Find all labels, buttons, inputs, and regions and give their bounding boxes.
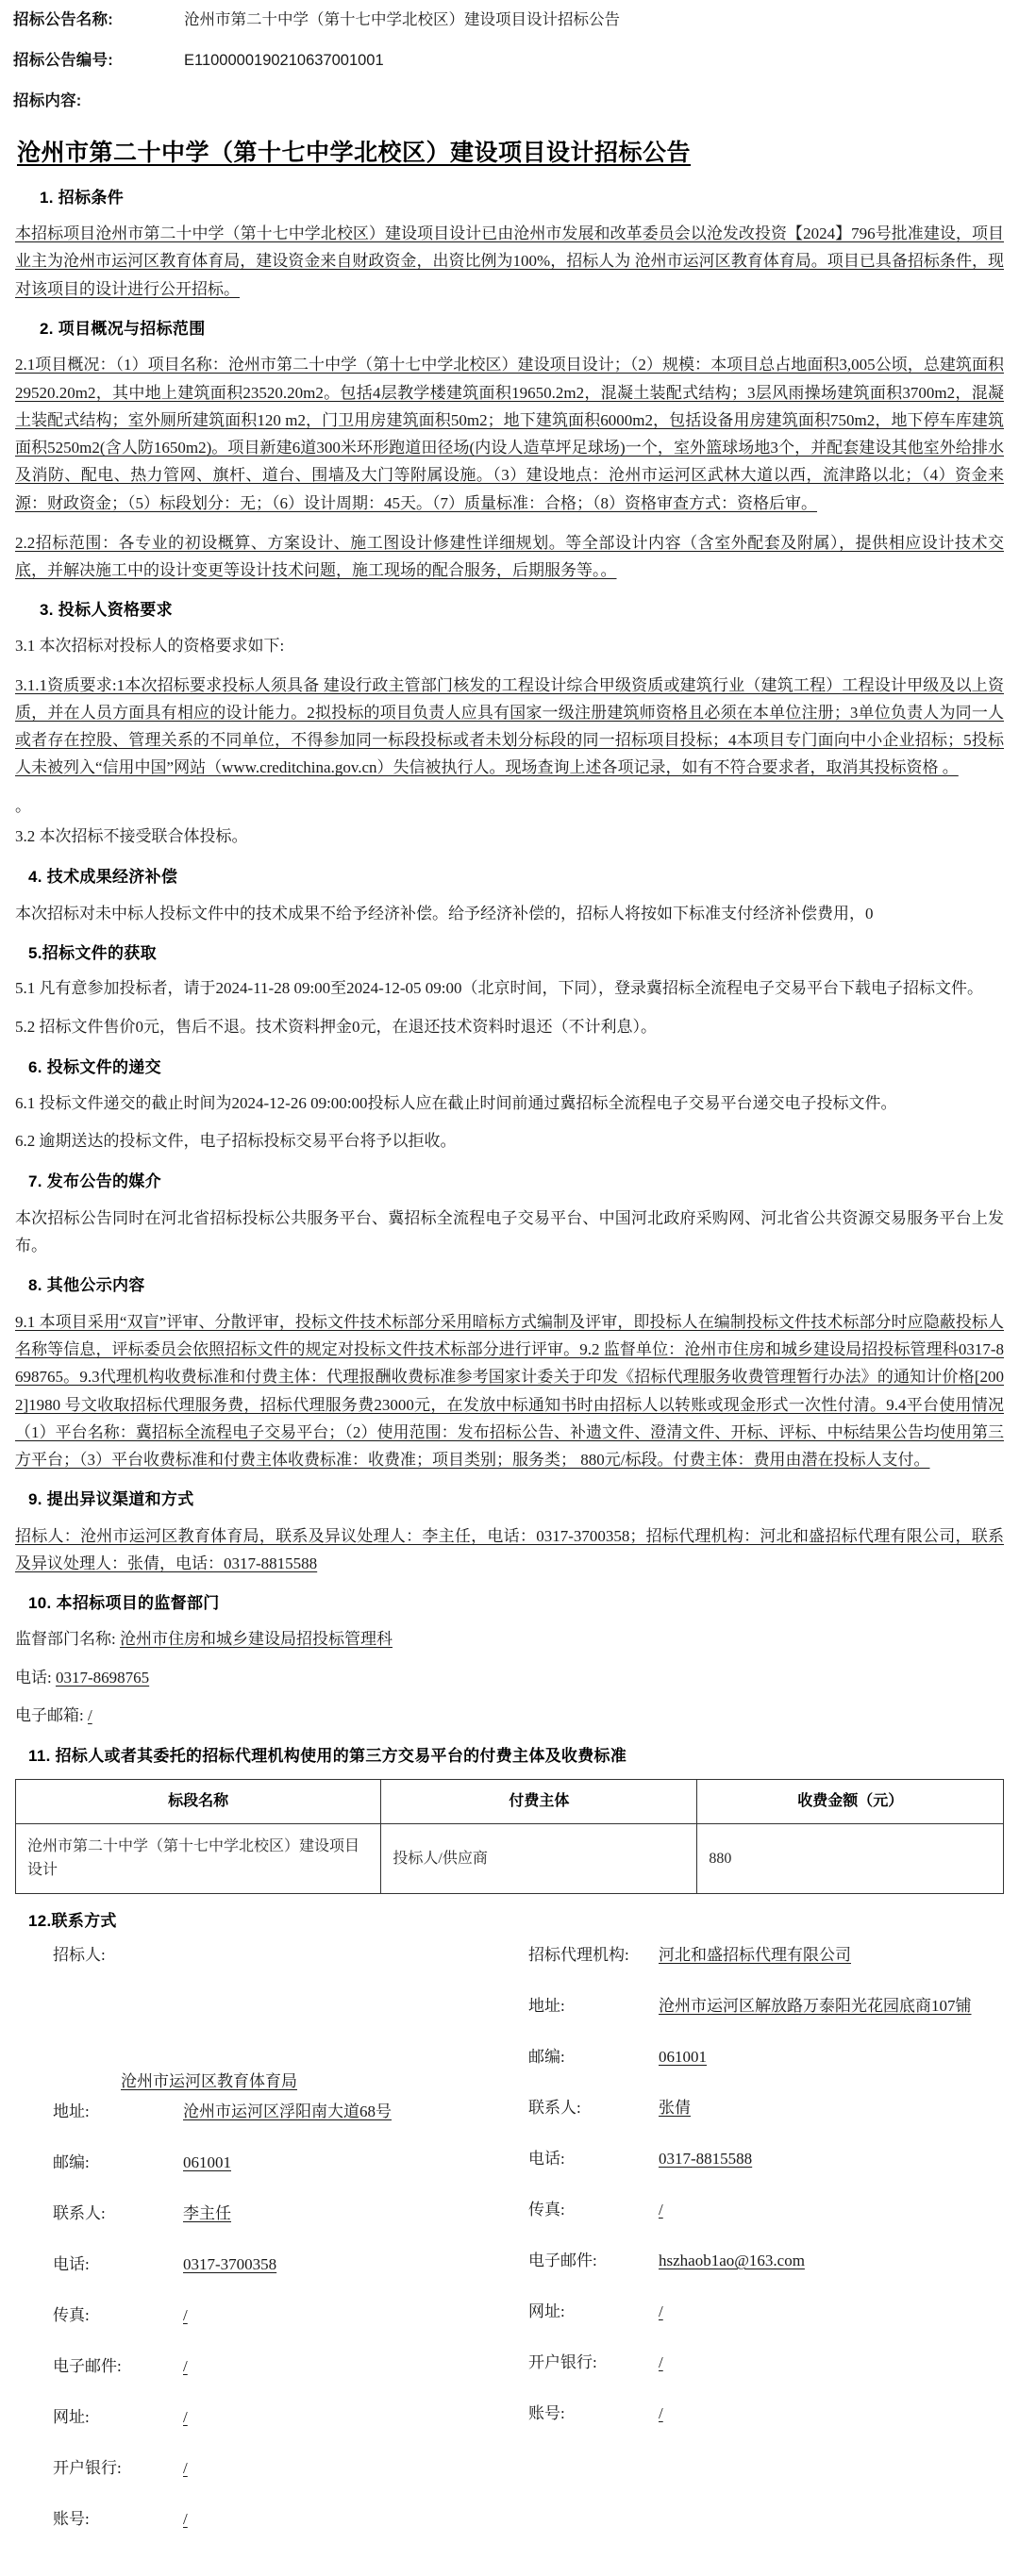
contact-row [53,2406,528,2450]
contact-label: 账号: [528,2403,565,2422]
section-heading-4: 4. 技术成果经济补偿 [28,868,178,887]
contact-row [528,2097,1004,2140]
section-9-paragraph: 招标人：沧州市运河区教育体育局，联系及异议处理人：李主任，电话：0317-3700358；招标代理机构：河北和盛招标代理有限公司，联系及异议处理人：张倩，电话：0317-8815588 [15,1526,1004,1572]
contact-row [53,2152,528,2195]
announcement-code-label: 招标公告编号: [13,51,113,69]
contact-row [53,2304,528,2348]
contact-column-tenderer [53,1944,528,2560]
contact-row [528,2250,1004,2293]
contact-value: 沧州市运河区浮阳南大道68号 [183,2102,392,2121]
section-6-paragraph-2: 6.2 逾期送达的投标文件，电子招标投标交易平台将予以拒收。 [15,1132,457,1151]
section-5-paragraph-2: 5.2 招标文件售价0元，售后不退。技术资料押金0元，在退还技术资料时退还（不计利息）。 [15,1018,657,1037]
contact-value: 061001 [659,2047,707,2066]
contact-label: 联系人: [528,2098,581,2117]
section-heading-6: 6. 投标文件的递交 [28,1058,161,1077]
contact-row [528,2402,1004,2446]
contact-value: 沧州市运河区教育体育局 [121,2071,297,2090]
section-heading-10: 10. 本招标项目的监督部门 [28,1594,220,1613]
contact-value: / [659,2200,663,2219]
contact-row [53,2355,528,2399]
section-heading-9: 9. 提出异议渠道和方式 [28,1490,194,1509]
section-heading-1: 1. 招标条件 [40,188,125,207]
section-1-paragraph: 本招标项目沧州市第二十中学（第十七中学北校区）建设项目设计已由沧州市发展和改革委员会以沧发改投资【2024】796号批准建设，项目业主为沧州市运河区教育体育局，建设资金来自财政资金，出资比例为100%，招标人为 沧州市运河区教育体育局。项目已具备招标条件，现对该项目的设计进行公开招标。 [15,224,1004,298]
contact-row [528,2301,1004,2344]
contact-label: 联系人: [53,2204,106,2223]
section-3-joint-bid: 3.2 本次招标不接受联合体投标。 [15,827,248,846]
fee-table-cell-payer: 投标人/供应商 [381,1823,697,1893]
section-3-qualification-tail: 。 [15,796,31,815]
contact-row [53,2101,528,2144]
section-4-paragraph: 本次招标对未中标人投标文件中的技术成果不给予经济补偿。给予经济补偿的，招标人将按如下标准支付经济补偿费用，0 [15,904,874,922]
contact-value: / [183,2306,188,2325]
contact-value: 沧州市运河区解放路万泰阳光花园底商107铺 [659,1996,972,2015]
announcement-content-row [0,81,1019,122]
contact-info [15,1944,1004,2560]
contact-label: 开户银行: [53,2459,122,2478]
announcement-code-value: E1100000190210637001001 [184,51,384,69]
contact-label: 传真: [528,2200,565,2219]
section-heading-7: 7. 发布公告的媒介 [28,1172,161,1191]
supervision-phone-label: 电话: [15,1668,52,1687]
supervision-email-row [15,1703,1004,1730]
contact-label: 账号: [53,2510,90,2529]
contact-value: / [183,2357,188,2376]
section-2-overview-paragraph: 2.1项目概况：（1）项目名称：沧州市第二十中学（第十七中学北校区）建设项目设计；（2）规模：本项目总占地面积3,005公顷，总建筑面积29520.20m2，其中地上建筑面积23520.20m2。包括4层教学楼建筑面积19650.2m2，混凝土装配式结构；3层风雨操场建筑面积3700m2，混凝土装配式结构；室外厕所建筑面积120 m2，门卫用房建筑面积50m2；地下建筑面积6000m2，包括设备用房建筑面积750m2，地下停车库建筑面积5250m2(含人防1650m2)。项目新建6道300米环形跑道田径场(内设人造草坪足球场)一个，室外篮球场地3个，并配套建设其他室外给排水及消防、配电、热力管网、旗杆、道台、围墙及大门等附属设施。（3）建设地点：沧州市运河区武林大道以西，流津路以北；（4）资金来源：财政资金；（5）标段划分：无；（6）设计周期：45天。（7）质量标准：合格；（8）资格审查方式：资格后审。 [15,356,1005,512]
contact-value: / [183,2510,188,2529]
contact-row [53,2253,528,2297]
contact-row [53,1944,528,2094]
section-5-paragraph-1: 5.1 凡有意参加投标者，请于2024-11-28 09:00至2024-12-05 09:00（北京时间，下同），登录冀招标全流程电子交易平台下载电子招标文件。 [15,979,983,998]
section-heading-2: 2. 项目概况与招标范围 [40,319,206,338]
contact-row [528,2046,1004,2089]
contact-label: 电子邮件: [528,2251,597,2269]
contact-row [53,2508,528,2551]
contact-row [528,1995,1004,2038]
supervision-department-label: 监督部门名称: [15,1629,116,1648]
supervision-email-label: 电子邮箱: [15,1706,84,1725]
contact-row [528,1944,1004,1987]
announcement-name-value: 沧州市第二十中学（第十七中学北校区）建设项目设计招标公告 [184,11,620,28]
announcement-content-label: 招标内容: [13,91,82,109]
fee-table-cell-lot: 沧州市第二十中学（第十七中学北校区）建设项目设计 [16,1823,381,1893]
contact-row [528,2352,1004,2395]
contact-value: / [659,2352,663,2371]
contact-label: 开户银行: [528,2352,597,2371]
contact-label: 地址: [53,2102,90,2121]
section-heading-11: 11. 招标人或者其委托的招标代理机构使用的第三方交易平台的付费主体及收费标准 [28,1747,627,1766]
section-2-scope-paragraph: 2.2招标范围：各专业的初设概算、方案设计、施工图设计修建性详细规划。等全部设计内容（含室外配套及附属），提供相应设计技术交底，并解决施工中的设计变更等设计技术问题，施工现场的配合服务，后期服务等。。 [15,533,1004,580]
section-heading-8: 8. 其他公示内容 [28,1276,145,1295]
contact-row [528,2148,1004,2191]
contact-value: hszhaob1ao@163.com [659,2251,805,2269]
contact-value: / [659,2403,663,2422]
contact-value: / [183,2408,188,2427]
contact-row [53,2457,528,2501]
contact-value: 0317-8815588 [659,2149,753,2168]
section-8-paragraph: 9.1 本项目采用“双盲”评审、分散评审，投标文件技术标部分采用暗标方式编制及评审，即投标人在编制投标文件技术标部分时应隐蔽投标人名称等信息，评标委员会依照招标文件的规定对投标文件技术标部分进行评审。9.2 监督单位：沧州市住房和城乡建设局招投标管理科0317-8698765。9.3代理机构收费标准和付费主体：代理报酬收费标准参考国家计委关于印发《招标代理服务收费管理暂行办法》的通知计价格[2002]1980 号文收取招标代理服务费，招标代理服务费23000元，在发放中标通知书时由招标人以转账或现金形式一次性付清。9.4平台使用情况（1）平台名称：冀招标全流程电子交易平台；（2）使用范围：发布招标公告、补遗文件、澄清文件、开标、评标、中标结果公告均使用第三方平台；（3）平台收费标准和付费主体收费标准：收费准；项目类别；服务类； 880元/标段。付费主体：费用由潜在投标人支付。 [15,1312,1004,1469]
contact-label: 电话: [528,2149,565,2168]
fee-table [15,1779,1004,1894]
contact-value: 张倩 [659,2098,691,2117]
section-3-qualification-paragraph: 3.1.1资质要求:1本次招标要求投标人须具备 建设行政主管部门核发的工程设计综合甲级资质或建筑行业（建筑工程）工程设计甲级及以上资质，并在人员方面具有相应的设计能力。2拟投标的项目负责人应具有国家一级注册建筑师资格且必须在本单位注册；3单位负责人为同一人或者存在控股、管理关系的不同单位，不得参加同一标段投标或者未划分标段的同一招标项目投标；4本项目专门面向中小企业招标；5投标人未被列入“信用中国”网站（www.creditchina.gov.cn）失信被执行人。现场查询上述各项记录，如有不符合要求者，取消其投标资格 。 [15,675,1004,777]
section-6-paragraph-1: 6.1 投标文件递交的截止时间为2024-12-26 09:00:00投标人应在截止时间前通过冀招标全流程电子交易平台递交电子投标文件。 [15,1093,897,1112]
table-row [16,1823,1004,1893]
section-heading-12: 12.联系方式 [28,1912,117,1931]
contact-label: 地址: [528,1996,565,2015]
contact-label: 传真: [53,2306,90,2325]
contact-label: 邮编: [53,2153,90,2172]
contact-value: / [659,2302,663,2320]
supervision-department-row [15,1626,1004,1654]
contact-value: / [183,2459,188,2478]
contact-label: 电子邮件: [53,2357,122,2376]
supervision-phone-value: 0317-8698765 [55,1668,150,1687]
fee-table-cell-amount: 880 [697,1823,1004,1893]
announcement-name-row [0,0,1019,41]
supervision-email-value: / [87,1706,92,1725]
contact-column-agent [528,1944,1004,2560]
fee-table-header-lot: 标段名称 [16,1779,381,1823]
contact-value: 河北和盛招标代理有限公司 [659,1945,851,1964]
contact-label: 邮编: [528,2047,565,2066]
supervision-department-value: 沧州市住房和城乡建设局招投标管理科 [119,1629,393,1648]
document-body [0,121,1019,2559]
fee-table-header-row [16,1779,1004,1823]
contact-label: 招标人: [53,1945,106,1964]
contact-value: 061001 [183,2153,231,2172]
document-title: 沧州市第二十中学（第十七中学北校区）建设项目设计招标公告 [17,141,692,167]
contact-row [53,2202,528,2246]
announcement-code-row [0,41,1019,81]
contact-row [528,2199,1004,2242]
section-3-intro: 3.1 本次招标对投标人的资格要求如下: [15,636,285,655]
contact-label: 网址: [53,2408,90,2427]
contact-label: 电话: [53,2255,90,2274]
section-heading-3: 3. 投标人资格要求 [40,601,173,620]
contact-value: 李主任 [183,2204,231,2223]
contact-value: 0317-3700358 [183,2255,277,2274]
section-7-paragraph: 本次招标公告同时在河北省招标投标公共服务平台、冀招标全流程电子交易平台、中国河北政府采购网、河北省公共资源交易服务平台上发布。 [15,1208,1004,1255]
announcement-name-label: 招标公告名称: [13,11,113,28]
contact-label: 招标代理机构: [528,1945,629,1964]
fee-table-header-amount: 收费金额（元） [697,1779,1004,1823]
contact-label: 网址: [528,2302,565,2320]
section-heading-5: 5.招标文件的获取 [28,943,157,962]
fee-table-header-payer: 付费主体 [381,1779,697,1823]
supervision-phone-row [15,1665,1004,1692]
